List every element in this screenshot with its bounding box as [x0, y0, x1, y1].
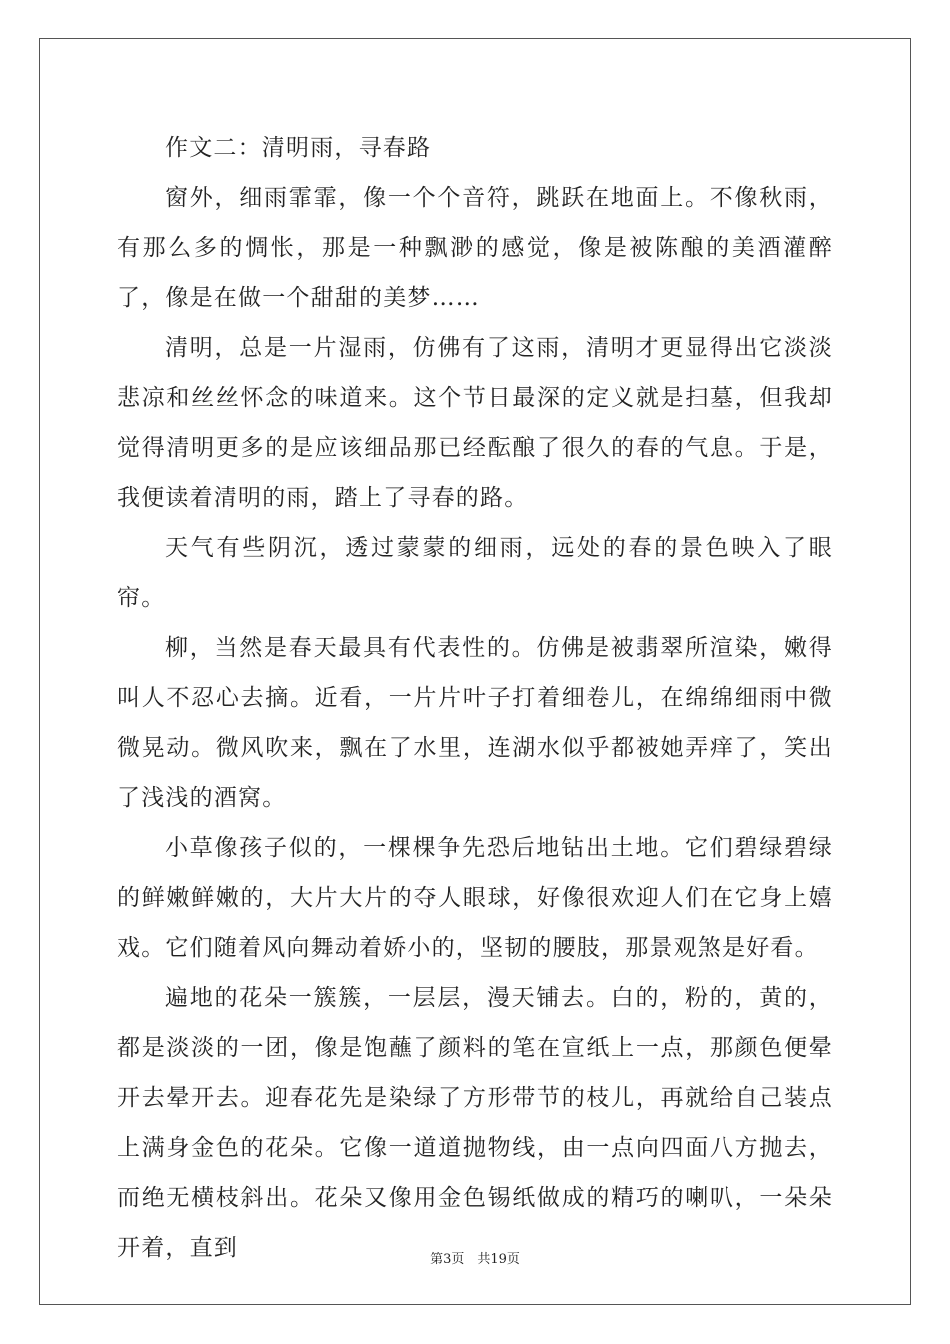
paragraph: 小草像孩子似的，一棵棵争先恐后地钻出土地。它们碧绿碧绿的鲜嫩鲜嫩的，大片大片的夺人眼球，好像很欢迎人们在它身上嬉戏。它们随着风向舞动着娇小的，坚韧的腰肢，那景观煞是好看。	[117, 835, 833, 961]
paragraph: 遍地的花朵一簇簇，一层层，漫天铺去。白的，粉的，黄的，都是淡淡的一团，像是饱蘸了颜料的笔在宣纸上一点，那颜色便晕开去晕开去。迎春花先是染绿了方形带节的枝儿，再就给自己装点上满身金色的花朵。它像一道道抛物线，由一点向四面八方抛去，而绝无横枝斜出。花朵又像用金色锡纸做成的精巧的喇叭，一朵朵开着，直到	[117, 985, 833, 1261]
page-footer	[0, 1248, 950, 1267]
paragraph: 柳，当然是春天最具有代表性的。仿佛是被翡翠所渲染，嫩得叫人不忍心去摘。近看，一片片叶子打着细卷儿，在绵绵细雨中微微晃动。微风吹来，飘在了水里，连湖水似乎都被她弄痒了，笑出了浅浅的酒窝。	[117, 635, 833, 811]
document-body	[117, 123, 833, 1273]
page-number: 第3页 共19页	[430, 1252, 520, 1267]
paragraph: 清明，总是一片湿雨，仿佛有了这雨，清明才更显得出它淡淡悲凉和丝丝怀念的味道来。这个节日最深的定义就是扫墓，但我却觉得清明更多的是应该细品那已经酝酿了很久的春的气息。于是，我便读着清明的雨，踏上了寻春的路。	[117, 335, 833, 511]
paragraph: 窗外，细雨霏霏，像一个个音符，跳跃在地面上。不像秋雨，有那么多的惆怅，那是一种飘渺的感觉，像是被陈酿的美酒灌醉了，像是在做一个甜甜的美梦……	[117, 185, 833, 311]
paragraph: 天气有些阴沉，透过蒙蒙的细雨，远处的春的景色映入了眼帘。	[117, 535, 833, 611]
essay-title: 作文二：清明雨，寻春路	[165, 135, 432, 161]
